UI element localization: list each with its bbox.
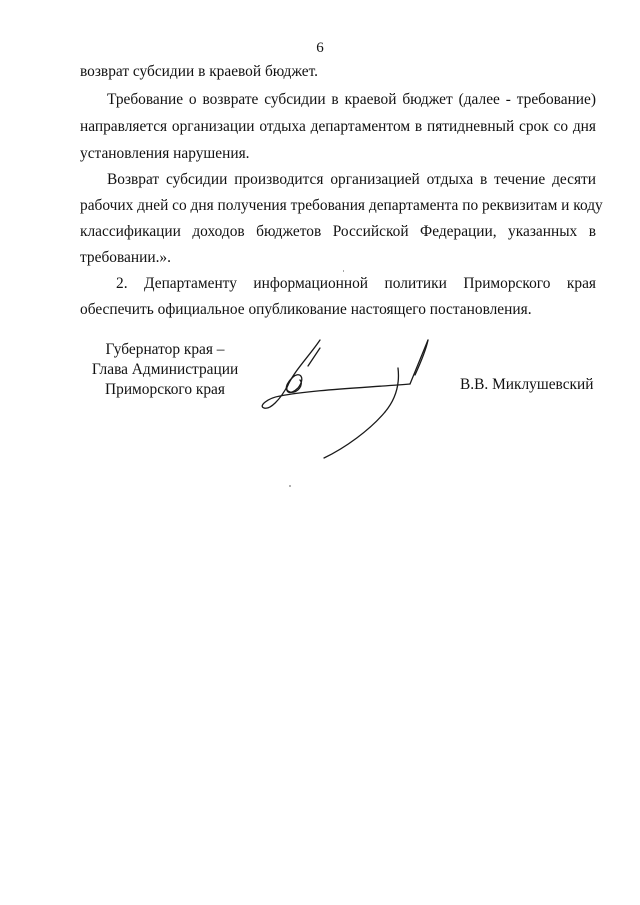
handwritten-signature xyxy=(250,330,450,470)
text-line: Возврат субсидии производится организацией отдыха в течение десяти xyxy=(107,171,596,188)
text-line: направляется организации отдыха департаментом в пятидневный срок со дня xyxy=(80,118,596,135)
signatory-position-line: Губернатор края – xyxy=(105,341,225,358)
text-line: 2. Департаменту информационной политики Приморского края xyxy=(116,275,596,292)
page-number: 6 xyxy=(316,40,324,56)
signatory-position-line: Глава Администрации xyxy=(91,361,239,378)
text-line: классификации доходов бюджетов Российской Федерации, указанных в xyxy=(80,223,596,240)
signatory-position xyxy=(70,340,260,400)
text-line: возврат субсидии в краевой бюджет. xyxy=(80,63,319,80)
signer-name: В.В. Миклушевский xyxy=(460,376,594,393)
text-line: Требование о возврате субсидии в краевой бюджет (далее - требование) xyxy=(107,91,596,108)
scan-speck xyxy=(289,485,291,487)
text-line: установления нарушения. xyxy=(80,145,250,162)
signatory-position-line: Приморского края xyxy=(105,381,225,398)
text-line: рабочих дней со дня получения требования департамента по реквизитам и коду xyxy=(80,197,603,214)
text-line: требовании.». xyxy=(80,249,171,266)
text-line: обеспечить официальное опубликование настоящего постановления. xyxy=(80,301,532,318)
scan-speck xyxy=(343,270,344,272)
